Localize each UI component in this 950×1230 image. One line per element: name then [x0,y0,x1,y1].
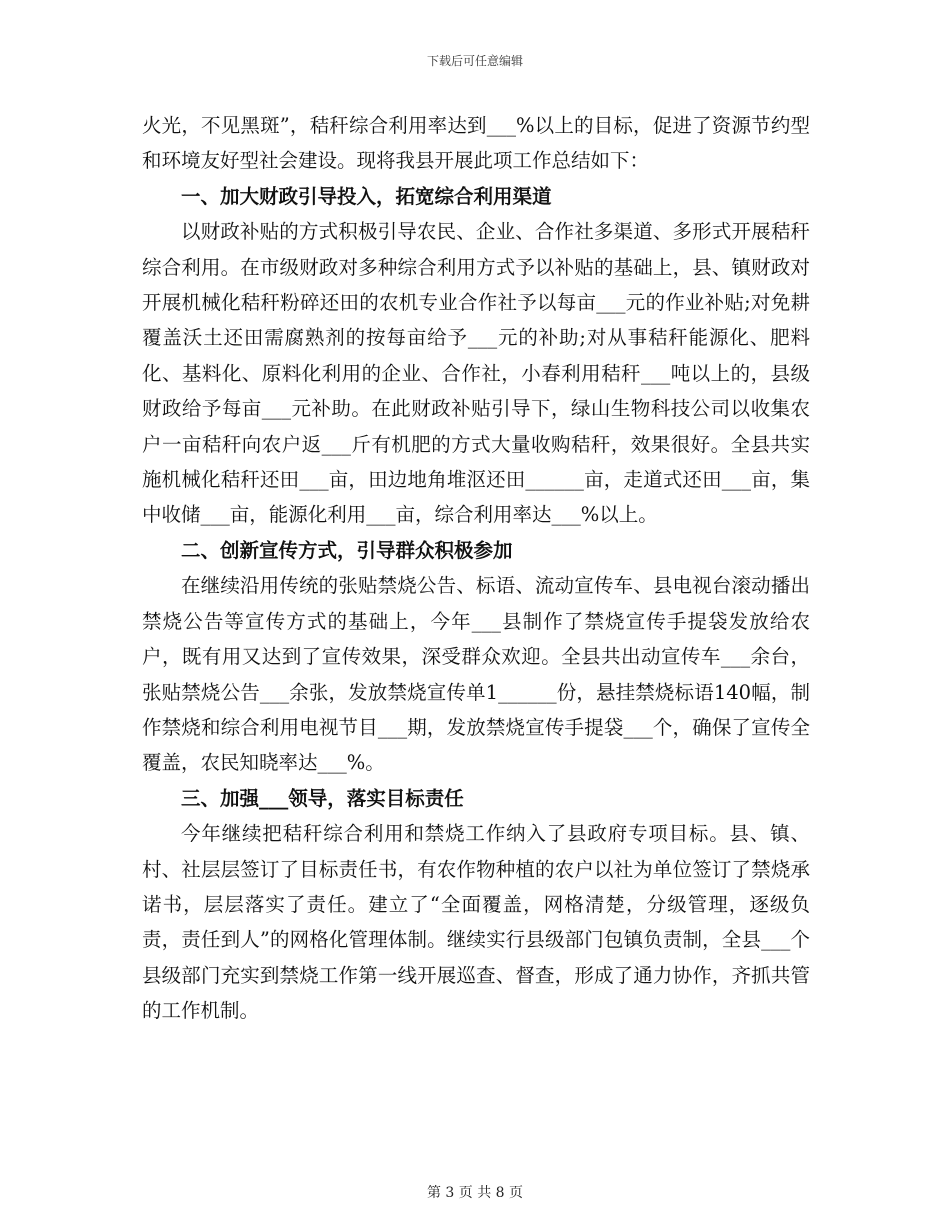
section-3-heading: 三、加强___领导，落实目标责任 [181,786,464,810]
section-1-heading: 一、加大财政引导投入，拓宽综合利用渠道 [181,184,552,208]
section-3-paragraph: 今年继续把秸秆综合利用和禁烧工作纳入了县政府专项目标。县、镇、村、社层层签订了目标责任书，有农作物种植的农户以社为单位签订了禁烧承诺书，层层落实了责任。建立了“全面覆盖，网格清楚，分级管理，逐级负责，责任到人”的网格化管理体制。继续实行县级部门包镇负责制，全县___个县级部门充实到禁烧工作第一线开展巡查、督查，形成了通力协作，齐抓共管的工作机制。 [142,822,810,1023]
document-body [142,108,810,1029]
intro-paragraph: 火光，不见黑斑”，秸秆综合利用率达到___%以上的目标，促进了资源节约型和环境友好型社会建设。现将我县开展此项工作总结如下： [142,114,810,173]
page-number: 第 3 页 共 8 页 [426,1185,524,1201]
section-2-heading: 二、创新宣传方式，引导群众积极参加 [181,538,513,562]
section-1-paragraph: 以财政补贴的方式积极引导农民、企业、合作社多渠道、多形式开展秸秆综合利用。在市级财政对多种综合利用方式予以补贴的基础上，县、镇财政对开展机械化秸秆粉碎还田的农机专业合作社予以每亩___元的作业补贴;对免耕覆盖沃土还田需腐熟剂的按每亩给予___元的补助;对从事秸秆能源化、肥料化、基料化、原料化利用的企业、合作社，小春利用秸秆___吨以上的，县级财政给予每亩___元补助。在此财政补贴引导下，绿山生物科技公司以收集农户一亩秸秆向农户返___斤有机肥的方式大量收购秸秆，效果很好。全县共实施机械化秸秆还田___亩，田边地角堆沤还田______亩，走道式还田___亩，集中收储___亩，能源化利用___亩，综合利用率达___%以上。 [142,220,810,527]
section-2-paragraph: 在继续沿用传统的张贴禁烧公告、标语、流动宣传车、县电视台滚动播出禁烧公告等宣传方式的基础上，今年___县制作了禁烧宣传手提袋发放给农户，既有用又达到了宣传效果，深受群众欢迎。全县共出动宣传车___余台，张贴禁烧公告___余张，发放禁烧宣传单1______份，悬挂禁烧标语140幅，制作禁烧和综合利用电视节目___期，发放禁烧宣传手提袋___个，确保了宣传全覆盖，农民知晓率达___%。 [142,574,810,775]
page-header-note: 下载后可任意编辑 [426,54,523,68]
